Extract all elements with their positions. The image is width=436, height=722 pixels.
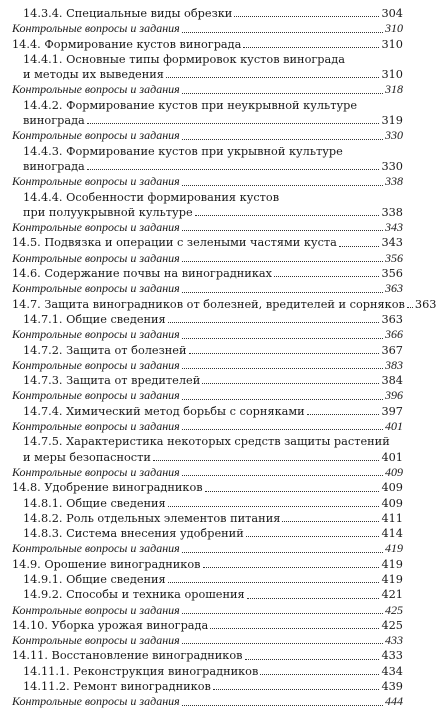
toc-questions-row[interactable] [12, 281, 403, 296]
dot-leader [210, 628, 379, 629]
dot-leader [182, 368, 383, 369]
entry-title: 14.7.2. Защита от болезней [23, 343, 187, 357]
dot-leader [87, 169, 380, 170]
dot-leader [182, 338, 383, 339]
questions-label: Контрольные вопросы и задания [12, 250, 180, 265]
questions-label: Контрольные вопросы и задания [12, 388, 180, 403]
entry-title: 14.8. Удобрение виноградников [12, 481, 203, 495]
dot-leader [182, 613, 383, 614]
entry-title: 14.11. Восстановление виноградников [12, 649, 243, 663]
toc-entry-line: 14.4.3. Формирование кустов при укрывной культуре [23, 144, 343, 158]
dot-leader [182, 429, 383, 430]
dot-leader [182, 32, 383, 33]
page-number: 330 [381, 159, 403, 173]
toc-entry-row[interactable] [12, 450, 403, 465]
questions-label: Контрольные вопросы и задания [12, 633, 180, 648]
page-number: 401 [385, 419, 403, 434]
questions-label: Контрольные вопросы и задания [12, 174, 180, 189]
page-number: 409 [381, 481, 403, 495]
dot-leader [202, 383, 379, 384]
page-number: 425 [385, 602, 403, 617]
dot-leader [339, 246, 380, 247]
entry-title: при полуукрывной культуре [23, 205, 193, 219]
questions-label: Контрольные вопросы и задания [12, 82, 180, 97]
dot-leader [234, 16, 379, 17]
dot-leader [168, 582, 380, 583]
entry-title: 14.11.2. Ремонт виноградников [23, 680, 211, 694]
entry-title: 14.5. Подвязка и операции с зелеными частями куста [12, 236, 337, 250]
page-number: 338 [381, 205, 403, 219]
toc-questions-row[interactable] [12, 128, 403, 143]
toc-entry-line: 14.4.2. Формирование кустов при неукрывной культуре [23, 98, 358, 112]
toc-questions-row[interactable] [12, 220, 403, 235]
page-number: 383 [385, 357, 403, 372]
page-number: 363 [385, 281, 403, 296]
dot-leader [182, 643, 383, 644]
dot-leader [247, 598, 380, 599]
page-number: 439 [381, 680, 403, 694]
entry-title: 14.4. Формирование кустов винограда [12, 37, 242, 51]
toc-entry-row[interactable] [12, 679, 403, 694]
dot-leader [182, 93, 383, 94]
table-of-contents [12, 6, 436, 710]
questions-label: Контрольные вопросы и задания [12, 281, 180, 296]
toc-entry-row[interactable] [12, 205, 403, 220]
page-number: 363 [414, 297, 436, 311]
dot-leader [307, 414, 380, 415]
dot-leader [195, 215, 380, 216]
questions-label: Контрольные вопросы и задания [12, 602, 180, 617]
toc-entry-line: 14.4.1. Основные типы формировок кустов винограда [23, 52, 345, 66]
toc-entry-row[interactable] [12, 480, 403, 495]
page-number: 310 [385, 21, 403, 36]
toc-questions-row[interactable] [12, 21, 403, 36]
dot-leader [203, 567, 380, 568]
toc-entry-row[interactable] [12, 113, 403, 128]
entry-title: 14.7. Защита виноградников от болезней, вредителей и сорняков [12, 297, 405, 311]
dot-leader [182, 552, 383, 553]
entry-title: 14.8.1. Общие сведения [23, 496, 166, 510]
toc-entry-row[interactable] [12, 373, 403, 388]
page-number: 310 [381, 68, 403, 82]
questions-label: Контрольные вопросы и задания [12, 128, 180, 143]
dot-leader [243, 47, 379, 48]
toc-entry-row[interactable] [12, 266, 403, 281]
entry-title: 14.9.2. Способы и техника орошения [23, 588, 245, 602]
dot-leader [245, 659, 380, 660]
entry-title: 14.6. Содержание почвы на виноградниках [12, 267, 272, 281]
questions-label: Контрольные вопросы и задания [12, 21, 180, 36]
page-number: 396 [385, 388, 403, 403]
page-number: 384 [381, 374, 403, 388]
page-number: 433 [381, 649, 403, 663]
toc-entry-row[interactable] [12, 312, 403, 327]
dot-leader [213, 689, 380, 690]
entry-title: 14.3.4. Специальные виды обрезки [23, 7, 233, 20]
page-number: 318 [385, 82, 403, 97]
page-number: 366 [385, 327, 403, 342]
page-number: 421 [381, 588, 403, 602]
questions-label: Контрольные вопросы и задания [12, 220, 180, 235]
page-number: 444 [385, 694, 403, 709]
questions-label: Контрольные вопросы и задания [12, 357, 180, 372]
toc-entry-row[interactable] [12, 618, 403, 633]
toc-entry-row[interactable] [12, 6, 403, 21]
dot-leader [182, 185, 383, 186]
entry-title: 14.7.4. Химический метод борьбы с сорняками [23, 404, 305, 418]
entry-title: винограда [23, 159, 85, 173]
page-number: 419 [385, 541, 403, 556]
page-number: 419 [381, 557, 403, 571]
dot-leader [168, 322, 380, 323]
toc-questions-row[interactable] [12, 694, 403, 709]
dot-leader [182, 261, 383, 262]
entry-title: 14.8.2. Роль отдельных элементов питания [23, 511, 281, 525]
questions-label: Контрольные вопросы и задания [12, 694, 180, 709]
page-number: 414 [381, 527, 403, 541]
toc-entry-row[interactable] [12, 648, 403, 663]
toc-questions-row[interactable] [12, 358, 403, 373]
toc-entry-row[interactable] [12, 67, 403, 82]
toc-entry-row[interactable] [12, 557, 403, 572]
dot-leader [282, 521, 379, 522]
dot-leader [182, 139, 383, 140]
toc-entry-line: 14.4.4. Особенности формирования кустов [23, 190, 280, 204]
dot-leader [87, 123, 380, 124]
page-number: 304 [381, 7, 403, 20]
dot-leader [182, 475, 383, 476]
page-number: 434 [381, 664, 403, 678]
page-number: 425 [381, 618, 403, 632]
entry-title: 14.8.3. Система внесения удобрений [23, 527, 244, 541]
toc-questions-row[interactable] [12, 174, 403, 189]
dot-leader [182, 292, 383, 293]
page-number: 330 [385, 128, 403, 143]
page-number: 356 [385, 250, 403, 265]
page-number: 356 [381, 267, 403, 281]
page-number: 409 [385, 464, 403, 479]
dot-leader [168, 506, 380, 507]
toc-questions-row[interactable] [12, 603, 403, 618]
toc-entry-row[interactable] [12, 297, 436, 312]
page-number: 363 [381, 312, 403, 326]
toc-entry-line: 14.7.5. Характеристика некоторых средств защиты растений [23, 435, 390, 449]
page-number: 419 [381, 572, 403, 586]
entry-title: 14.7.1. Общие сведения [23, 312, 166, 326]
toc-questions-row[interactable] [12, 541, 403, 556]
entry-title: 14.7.3. Защита от вредителей [23, 374, 201, 388]
dot-leader [260, 674, 379, 675]
toc-questions-row[interactable] [12, 419, 403, 434]
toc-questions-row[interactable] [12, 251, 403, 266]
toc-entry-row[interactable] [12, 37, 403, 52]
questions-label: Контрольные вопросы и задания [12, 464, 180, 479]
page-number: 338 [385, 174, 403, 189]
toc-entry-row[interactable] [12, 587, 403, 602]
questions-label: Контрольные вопросы и задания [12, 327, 180, 342]
toc-entry-row[interactable] [12, 159, 403, 174]
dot-leader [166, 77, 380, 78]
page-number: 310 [381, 37, 403, 51]
entry-title: 14.10. Уборка урожая винограда [12, 618, 209, 632]
page-number: 343 [385, 220, 403, 235]
toc-questions-row[interactable] [12, 388, 403, 403]
dot-leader [153, 460, 380, 461]
toc-entry-row[interactable] [12, 496, 403, 511]
questions-label: Контрольные вопросы и задания [12, 541, 180, 556]
page-number: 411 [381, 511, 403, 525]
toc-entry-row[interactable] [12, 343, 403, 358]
toc-questions-row[interactable] [12, 327, 403, 342]
dot-leader [182, 230, 383, 231]
toc-entry-row[interactable] [12, 404, 403, 419]
page-number: 433 [385, 633, 403, 648]
toc-questions-row[interactable] [12, 633, 403, 648]
entry-title: 14.9.1. Общие сведения [23, 572, 166, 586]
dot-leader [189, 353, 380, 354]
toc-entry-row[interactable] [12, 511, 403, 526]
toc-entry-row[interactable] [12, 526, 403, 541]
entry-title: и меры безопасности [23, 450, 151, 464]
toc-entry-row[interactable] [12, 572, 403, 587]
page-number: 401 [381, 450, 403, 464]
toc-questions-row[interactable] [12, 82, 403, 97]
dot-leader [182, 705, 383, 706]
page-number: 343 [381, 236, 403, 250]
page-number: 319 [381, 114, 403, 128]
dot-leader [274, 276, 379, 277]
page-number: 409 [381, 496, 403, 510]
questions-label: Контрольные вопросы и задания [12, 419, 180, 434]
dot-leader [407, 307, 413, 308]
entry-title: и методы их выведения [23, 68, 164, 82]
toc-entry-row[interactable] [12, 235, 403, 250]
entry-title: 14.11.1. Реконструкция виноградников [23, 664, 259, 678]
dot-leader [246, 536, 380, 537]
toc-entry-row[interactable] [12, 664, 403, 679]
dot-leader [182, 399, 383, 400]
toc-questions-row[interactable] [12, 465, 403, 480]
entry-title: 14.9. Орошение виноградников [12, 557, 201, 571]
page-number: 367 [381, 343, 403, 357]
page-number: 397 [381, 404, 403, 418]
dot-leader [205, 491, 380, 492]
entry-title: винограда [23, 114, 85, 128]
